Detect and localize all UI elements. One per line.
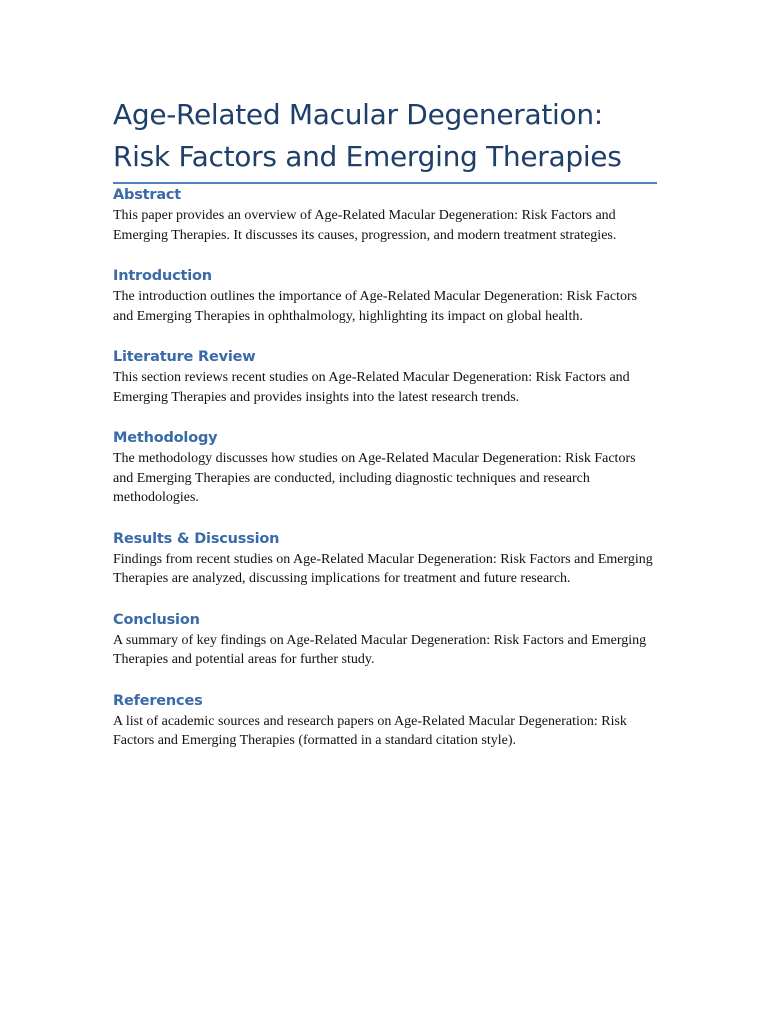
section-body: The methodology discusses how studies on Age-Related Macular Degeneration: Risk Factors and Emerging Therapies are conducted, including diagnostic techniques and research methodologies.	[113, 451, 636, 505]
section-results-discussion	[113, 528, 657, 589]
section-heading: Literature Review	[113, 349, 256, 365]
section-conclusion	[113, 609, 657, 670]
document-page	[113, 0, 657, 751]
section-body: This section reviews recent studies on Age-Related Macular Degeneration: Risk Factors and Emerging Therapies and provides insights into the latest research trends.	[113, 370, 630, 405]
section-references	[113, 690, 657, 751]
section-body: A summary of key findings on Age-Related Macular Degeneration: Risk Factors and Emerging Therapies and potential areas for further study.	[113, 632, 647, 667]
section-abstract	[113, 184, 657, 245]
section-heading: Methodology	[113, 430, 218, 446]
section-body: A list of academic sources and research papers on Age-Related Macular Degeneration: Risk Factors and Emerging Therapies (formatted in a standard citation style).	[113, 713, 627, 748]
section-methodology	[113, 427, 657, 508]
section-body: The introduction outlines the importance of Age-Related Macular Degeneration: Risk Factors and Emerging Therapies in ophthalmology, highlighting its impact on global health.	[113, 289, 638, 324]
section-heading: Introduction	[113, 268, 212, 284]
section-heading: Abstract	[113, 187, 182, 203]
section-body: Findings from recent studies on Age-Related Macular Degeneration: Risk Factors and Emerging Therapies are analyzed, discussing implications for treatment and future research.	[113, 551, 653, 586]
section-heading: References	[113, 692, 203, 709]
section-body: This paper provides an overview of Age-Related Macular Degeneration: Risk Factors and Emerging Therapies. It discusses its causes, progression, and modern treatment strategies.	[113, 208, 617, 243]
paper-title: Age-Related Macular Degeneration: Risk Factors and Emerging Therapies	[113, 98, 622, 173]
section-literature-review	[113, 346, 657, 407]
section-heading: Conclusion	[113, 611, 200, 628]
section-introduction	[113, 265, 657, 326]
section-heading: Results & Discussion	[113, 530, 280, 547]
